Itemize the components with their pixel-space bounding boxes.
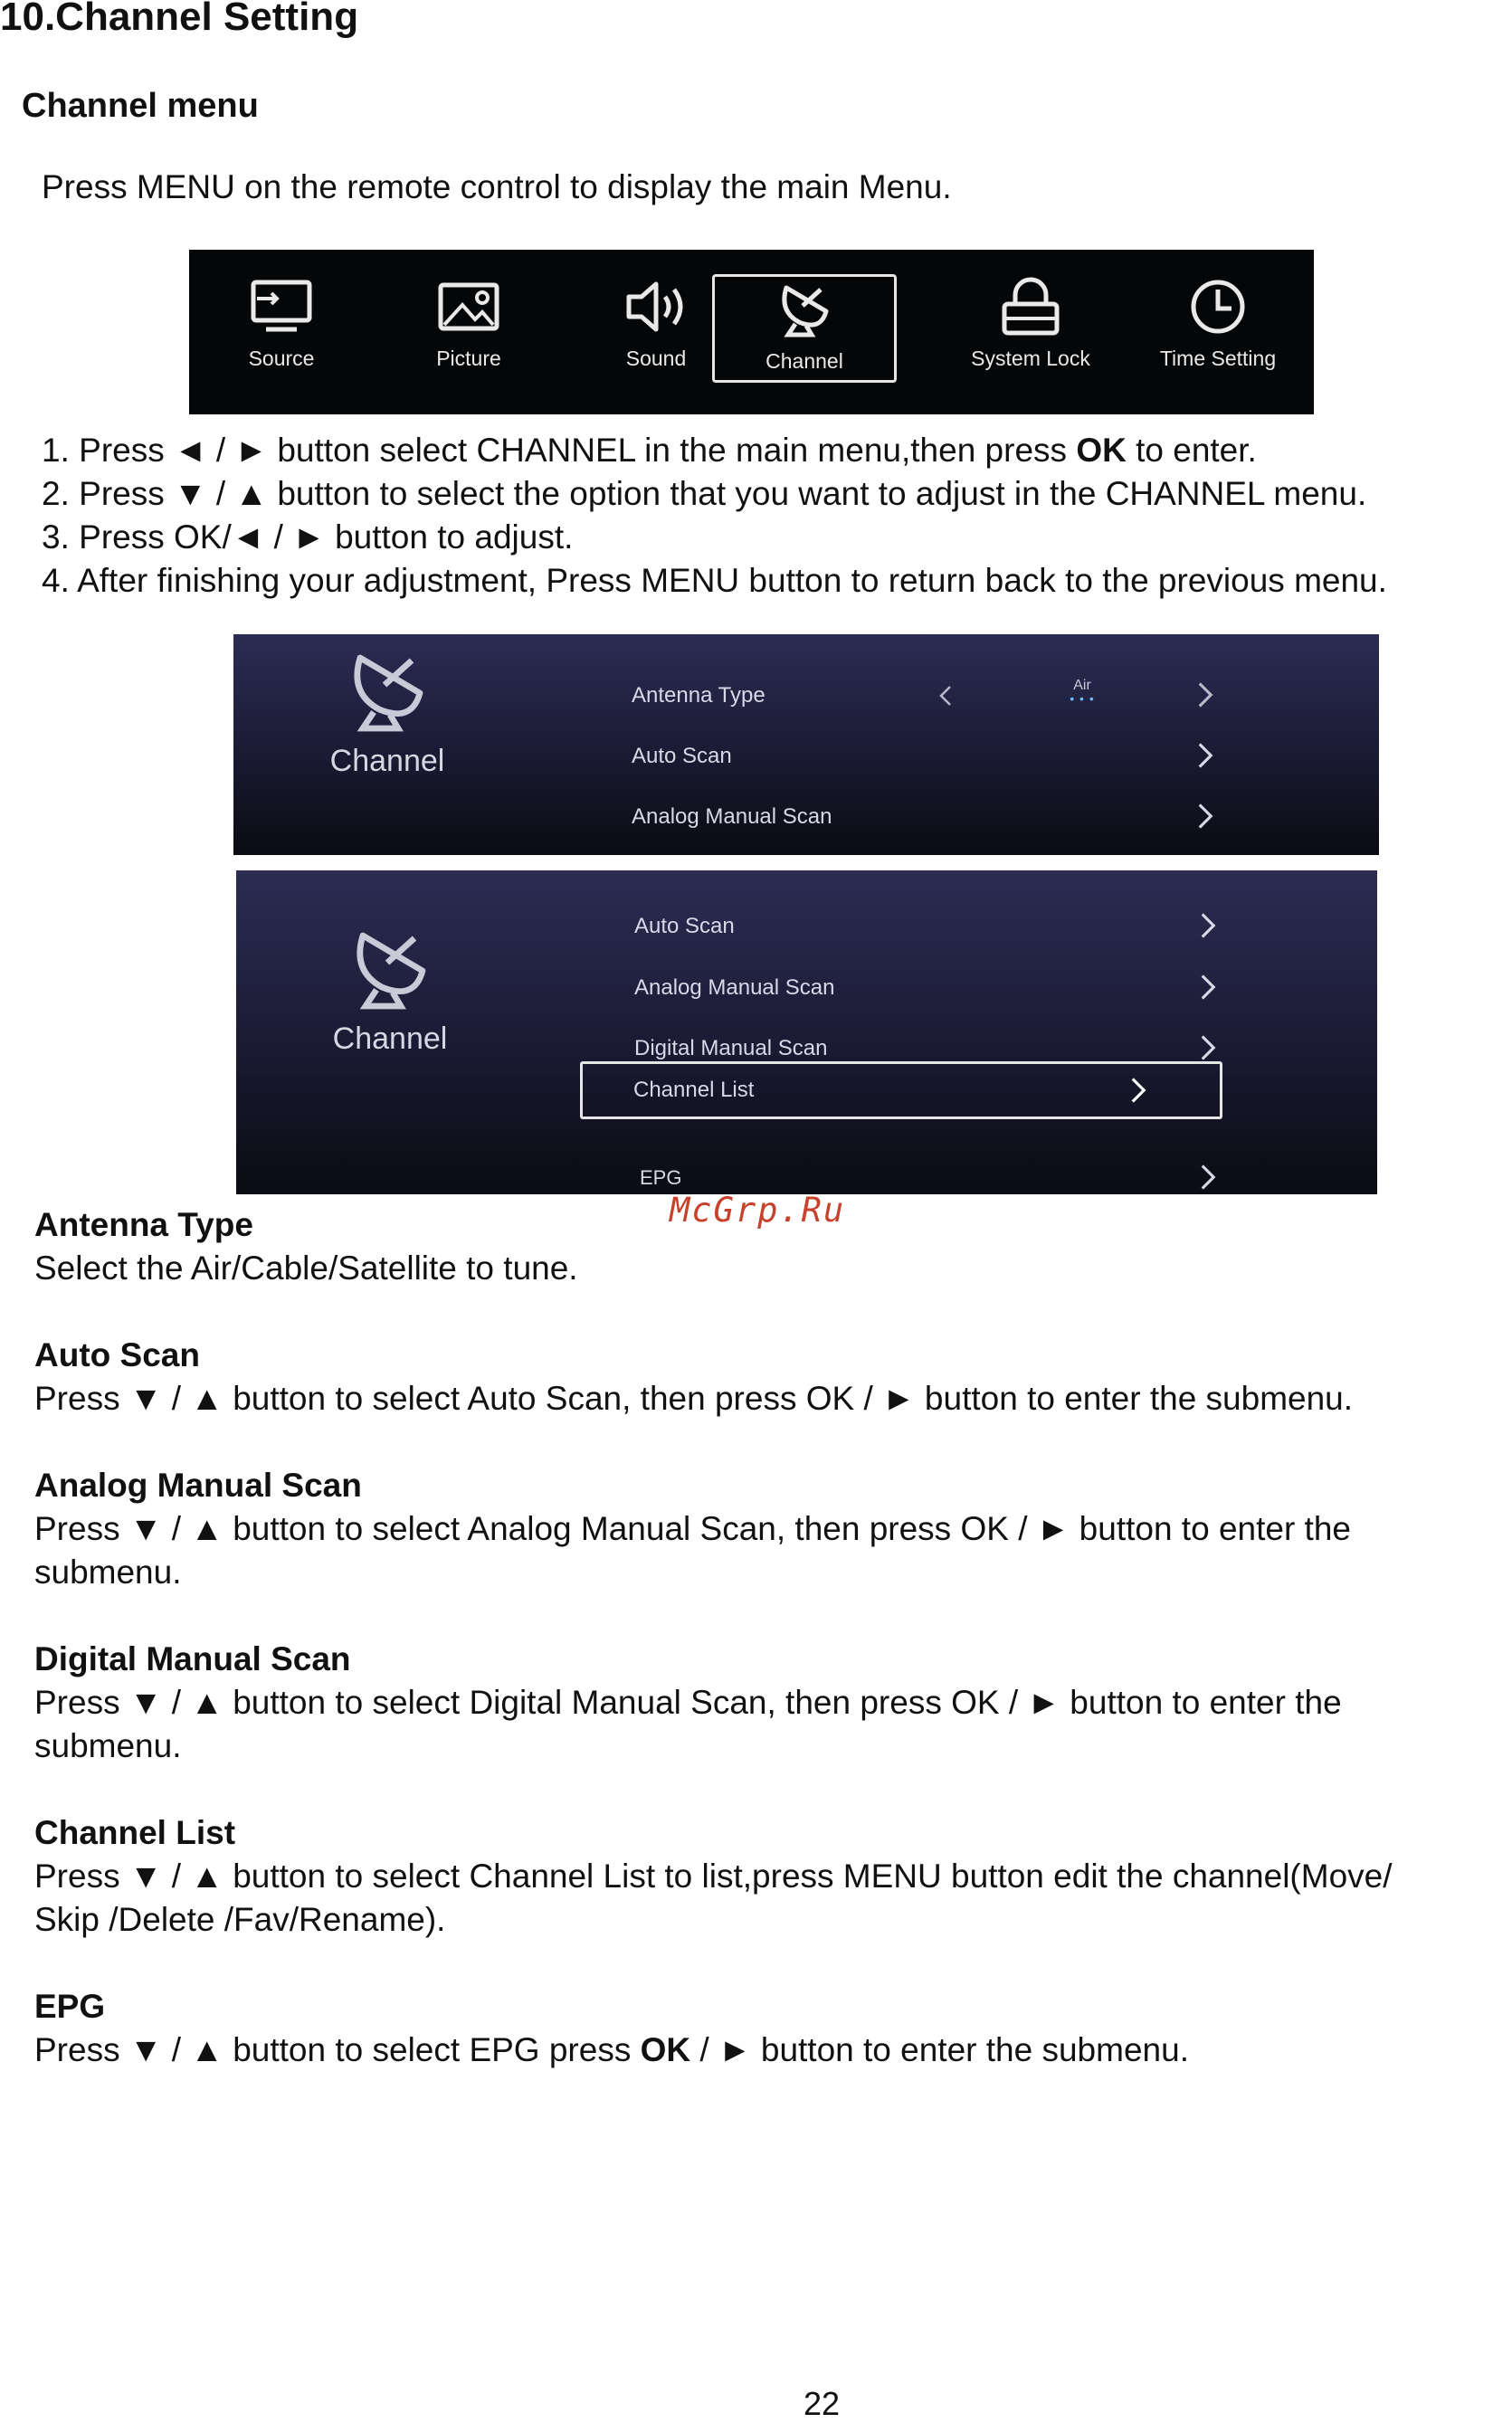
section-auto-scan <box>34 1334 1509 1421</box>
page-heading: 10.Channel Setting <box>0 0 359 39</box>
menu-item-label: Time Setting <box>1159 347 1277 370</box>
source-icon <box>250 279 313 335</box>
page-number: 22 <box>804 2385 841 2422</box>
section-line: Select the Air/Cable/Satellite to tune. <box>34 1250 578 1287</box>
watermark: McGrp.Ru <box>670 1191 846 1230</box>
row-label: Auto Scan <box>634 914 735 938</box>
section-line: Press ▼ / ▲ button to select Auto Scan, then press OK / ► button to enter the submenu. <box>34 1380 1354 1417</box>
menu-row-analog-manual-scan[interactable] <box>632 799 1283 835</box>
row-label: Analog Manual Scan <box>632 804 832 829</box>
menu-item-label: Channel <box>766 349 843 373</box>
panel-title: Channel <box>332 1021 448 1056</box>
menu-row-auto-scan[interactable] <box>634 908 1286 945</box>
chevron-right-icon[interactable] <box>1196 681 1214 708</box>
menu-item-label: Picture <box>436 347 501 370</box>
row-label: Auto Scan <box>632 744 732 768</box>
chevron-right-icon <box>1196 803 1214 830</box>
chevron-right-icon <box>1196 742 1214 769</box>
section-title: Analog Manual Scan <box>34 1467 362 1504</box>
chevron-right-icon <box>1199 912 1217 939</box>
sound-icon <box>623 279 689 335</box>
satellite-dish-icon <box>344 645 431 736</box>
menu-item-time-setting[interactable] <box>1126 274 1310 383</box>
menu-item-label: Sound <box>625 347 687 370</box>
menu-row-antenna-type[interactable] <box>632 678 1283 714</box>
row-label: Analog Manual Scan <box>634 975 835 1000</box>
section-line: Press ▼ / ▲ button to select Digital Manual Scan, then press OK / ► button to enter the <box>34 1684 1342 1721</box>
menu-item-system-lock[interactable] <box>938 274 1123 383</box>
row-label: Channel List <box>633 1078 755 1102</box>
menu-item-channel[interactable] <box>712 274 897 383</box>
section-line: submenu. <box>34 1727 182 1764</box>
picture-icon <box>437 280 500 334</box>
clock-icon <box>1188 277 1248 337</box>
step-line: 4. After finishing your adjustment, Press MENU button to return back to the previous menu. <box>42 562 1387 599</box>
menu-row-channel-list[interactable] <box>580 1061 1222 1119</box>
satellite-dish-icon <box>775 280 833 338</box>
section-epg <box>34 1985 1509 2072</box>
step-line: 2. Press ▼ / ▲ button to select the option that you want to adjust in the CHANNEL menu. <box>42 475 1367 512</box>
chevron-right-icon <box>1129 1077 1147 1104</box>
main-menu-bar <box>189 250 1314 414</box>
section-title: Channel List <box>34 1814 236 1851</box>
intro-text: Press MENU on the remote control to display the main Menu. <box>42 168 952 205</box>
section-title: Digital Manual Scan <box>34 1640 351 1677</box>
satellite-dish-icon <box>347 923 433 1013</box>
row-label: EPG <box>640 1166 682 1189</box>
section-title: EPG <box>34 1988 106 2025</box>
menu-item-label: System Lock <box>971 347 1090 370</box>
row-label: Antenna Type <box>632 683 766 708</box>
menu-row-analog-manual-scan[interactable] <box>634 970 1286 1006</box>
chevron-right-icon <box>1199 974 1217 1001</box>
row-label: Digital Manual Scan <box>634 1036 828 1060</box>
section-title: Auto Scan <box>34 1336 200 1373</box>
menu-item-picture[interactable] <box>376 274 561 383</box>
menu-row-auto-scan[interactable] <box>632 738 1283 774</box>
section-analog-manual-scan <box>34 1464 1509 1594</box>
channel-menu-panel-2 <box>236 870 1377 1194</box>
section-line: submenu. <box>34 1554 182 1591</box>
step-line: 1. Press ◄ / ► button select CHANNEL in the main menu,then press OK to enter. <box>42 432 1257 469</box>
instruction-steps <box>42 429 1387 603</box>
chevron-left-icon[interactable] <box>939 685 952 707</box>
chevron-right-icon <box>1199 1164 1217 1191</box>
section-title: Antenna Type <box>34 1206 253 1243</box>
section-antenna-type <box>34 1203 1509 1290</box>
section-line: Press ▼ / ▲ button to select Analog Manual Scan, then press OK / ► button to enter the <box>34 1510 1351 1547</box>
section-line: Press ▼ / ▲ button to select EPG press OK / ► button to enter the submenu. <box>34 2031 1189 2068</box>
menu-item-source[interactable] <box>189 274 374 383</box>
section-line: Press ▼ / ▲ button to select Channel List to list,press MENU button edit the channel(Move/ <box>34 1858 1393 1895</box>
section-channel-list <box>34 1811 1509 1942</box>
step-line: 3. Press OK/◄ / ► button to adjust. <box>42 518 574 556</box>
section-line: Skip /Delete /Fav/Rename). <box>34 1901 446 1938</box>
panel-header <box>288 645 487 779</box>
panel-header <box>290 923 490 1057</box>
channel-menu-panel-1 <box>233 634 1379 855</box>
chevron-right-icon <box>1199 1034 1217 1061</box>
section-digital-manual-scan <box>34 1638 1509 1768</box>
panel-title: Channel <box>329 744 445 778</box>
value-dots: • • • <box>1070 691 1095 706</box>
menu-item-label: Source <box>248 347 315 370</box>
antenna-value: Air • • • <box>1064 678 1100 703</box>
section-heading-channel-menu: Channel menu <box>22 87 259 125</box>
lock-icon <box>1001 277 1060 337</box>
